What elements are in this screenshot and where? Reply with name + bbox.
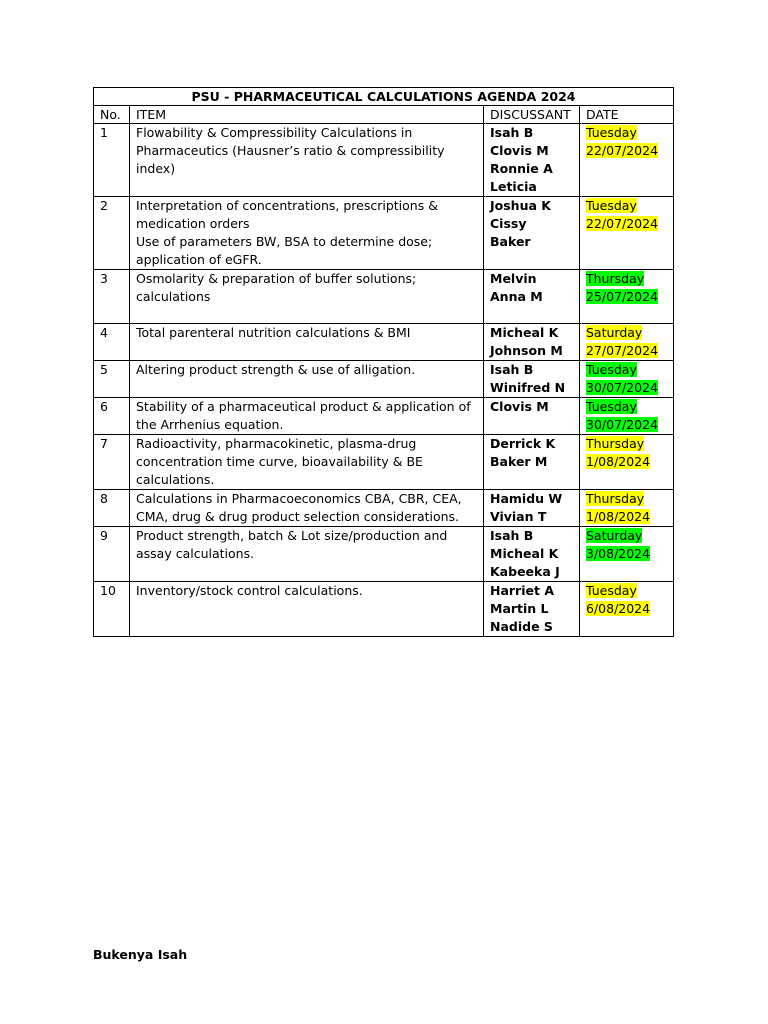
date-value: 1/08/2024 bbox=[586, 509, 651, 524]
discussant-name: Baker M bbox=[490, 454, 548, 469]
table-row bbox=[94, 435, 674, 490]
column-header-discussant: DISCUSSANT bbox=[484, 106, 580, 124]
item-text-line: Total parenteral nutrition calculations & BMI bbox=[136, 325, 411, 340]
discussant-name: Nadide S bbox=[490, 619, 553, 634]
row-number: 7 bbox=[94, 435, 130, 490]
discussant-name: Ronnie A bbox=[490, 161, 553, 176]
date-day: Tuesday bbox=[586, 125, 637, 140]
discussant-name: Anna M bbox=[490, 289, 543, 304]
discussant-name: Baker bbox=[490, 234, 531, 249]
table-row bbox=[94, 582, 674, 637]
item-text-line: medication orders bbox=[136, 216, 250, 231]
item-text-line: Calculations in Pharmacoeconomics CBA, CBR, CEA, bbox=[136, 491, 462, 506]
row-number: 4 bbox=[94, 324, 130, 361]
date-value: 3/08/2024 bbox=[586, 546, 651, 561]
discussant-name: Joshua K bbox=[490, 198, 551, 213]
date-cell bbox=[580, 270, 674, 324]
date-day: Thursday bbox=[586, 436, 645, 451]
item-text-line: Altering product strength & use of alligation. bbox=[136, 362, 416, 377]
row-number: 6 bbox=[94, 398, 130, 435]
discussant-name: Hamidu W bbox=[490, 491, 563, 506]
discussant-name: Vivian T bbox=[490, 509, 547, 524]
item-text-line: Inventory/stock control calculations. bbox=[136, 583, 363, 598]
date-cell bbox=[580, 435, 674, 490]
column-header-date: DATE bbox=[580, 106, 674, 124]
discussant-name: Leticia bbox=[490, 179, 537, 194]
row-number: 3 bbox=[94, 270, 130, 324]
row-number: 1 bbox=[94, 124, 130, 197]
discussant-cell bbox=[484, 361, 580, 398]
row-number: 10 bbox=[94, 582, 130, 637]
date-value: 1/08/2024 bbox=[586, 454, 651, 469]
agenda-table bbox=[93, 87, 674, 637]
table-row bbox=[94, 270, 674, 324]
item-cell bbox=[130, 324, 484, 361]
item-text-line: Pharmaceutics (Hausner’s ratio & compressibility bbox=[136, 143, 445, 158]
item-text-line: index) bbox=[136, 161, 176, 176]
item-text-line: Radioactivity, pharmacokinetic, plasma-drug bbox=[136, 436, 417, 451]
item-text-line: Stability of a pharmaceutical product & application of bbox=[136, 399, 471, 414]
discussant-cell bbox=[484, 398, 580, 435]
date-day: Saturday bbox=[586, 325, 643, 340]
date-value: 22/07/2024 bbox=[586, 216, 659, 231]
item-cell bbox=[130, 361, 484, 398]
item-cell bbox=[130, 527, 484, 582]
date-cell bbox=[580, 582, 674, 637]
table-row bbox=[94, 361, 674, 398]
date-day: Tuesday bbox=[586, 198, 637, 213]
row-number: 9 bbox=[94, 527, 130, 582]
item-cell bbox=[130, 197, 484, 270]
discussant-cell bbox=[484, 324, 580, 361]
item-text-line: concentration time curve, bioavailability & BE bbox=[136, 454, 423, 469]
discussant-name: Derrick K bbox=[490, 436, 556, 451]
table-row bbox=[94, 124, 674, 197]
date-value: 25/07/2024 bbox=[586, 289, 659, 304]
item-text-line: Product strength, batch & Lot size/production and bbox=[136, 528, 448, 543]
discussant-name: Micheal K bbox=[490, 546, 559, 561]
date-value: 6/08/2024 bbox=[586, 601, 651, 616]
discussant-name: Melvin bbox=[490, 271, 537, 286]
table-row bbox=[94, 197, 674, 270]
discussant-cell bbox=[484, 527, 580, 582]
date-cell bbox=[580, 398, 674, 435]
row-number: 8 bbox=[94, 490, 130, 527]
item-text-line: calculations bbox=[136, 289, 211, 304]
date-cell bbox=[580, 527, 674, 582]
discussant-name: Isah B bbox=[490, 125, 534, 140]
column-header-no: No. bbox=[94, 106, 130, 124]
item-cell bbox=[130, 582, 484, 637]
date-value: 30/07/2024 bbox=[586, 417, 659, 432]
item-text-line: CMA, drug & drug product selection considerations. bbox=[136, 509, 460, 524]
discussant-name: Clovis M bbox=[490, 399, 549, 414]
discussant-name: Kabeeka J bbox=[490, 564, 560, 579]
item-cell bbox=[130, 124, 484, 197]
item-text-line: calculations. bbox=[136, 472, 215, 487]
discussant-cell bbox=[484, 124, 580, 197]
agenda-rows bbox=[94, 124, 674, 637]
item-text-line: Osmolarity & preparation of buffer solutions; bbox=[136, 271, 417, 286]
date-cell bbox=[580, 197, 674, 270]
discussant-name: Johnson M bbox=[490, 343, 563, 358]
row-number: 5 bbox=[94, 361, 130, 398]
date-cell bbox=[580, 124, 674, 197]
author-name: Bukenya Isah bbox=[93, 947, 188, 962]
date-day: Thursday bbox=[586, 271, 645, 286]
discussant-name: Winifred N bbox=[490, 380, 566, 395]
item-cell bbox=[130, 398, 484, 435]
table-title: PSU - PHARMACEUTICAL CALCULATIONS AGENDA 2024 bbox=[94, 88, 674, 106]
item-cell bbox=[130, 435, 484, 490]
date-cell bbox=[580, 324, 674, 361]
date-day: Saturday bbox=[586, 528, 643, 543]
discussant-name: Martin L bbox=[490, 601, 549, 616]
column-header-item: ITEM bbox=[130, 106, 484, 124]
date-day: Tuesday bbox=[586, 362, 637, 377]
item-cell bbox=[130, 270, 484, 324]
discussant-name: Isah B bbox=[490, 362, 534, 377]
date-cell bbox=[580, 361, 674, 398]
discussant-cell bbox=[484, 197, 580, 270]
date-day: Tuesday bbox=[586, 583, 637, 598]
row-number: 2 bbox=[94, 197, 130, 270]
item-cell bbox=[130, 490, 484, 527]
item-text-line: Interpretation of concentrations, prescriptions & bbox=[136, 198, 438, 213]
item-text-line: assay calculations. bbox=[136, 546, 255, 561]
date-day: Tuesday bbox=[586, 399, 637, 414]
date-value: 22/07/2024 bbox=[586, 143, 659, 158]
discussant-name: Micheal K bbox=[490, 325, 559, 340]
date-day: Thursday bbox=[586, 491, 645, 506]
discussant-name: Cissy bbox=[490, 216, 527, 231]
discussant-name: Clovis M bbox=[490, 143, 549, 158]
date-value: 27/07/2024 bbox=[586, 343, 659, 358]
discussant-cell bbox=[484, 270, 580, 324]
discussant-cell bbox=[484, 582, 580, 637]
discussant-cell bbox=[484, 435, 580, 490]
discussant-cell bbox=[484, 490, 580, 527]
discussant-name: Harriet A bbox=[490, 583, 554, 598]
item-text-line: the Arrhenius equation. bbox=[136, 417, 284, 432]
table-row bbox=[94, 490, 674, 527]
date-cell bbox=[580, 490, 674, 527]
item-text-line: Use of parameters BW, BSA to determine dose; bbox=[136, 234, 433, 249]
table-row bbox=[94, 324, 674, 361]
item-text-line: application of eGFR. bbox=[136, 252, 262, 267]
date-value: 30/07/2024 bbox=[586, 380, 659, 395]
table-row bbox=[94, 527, 674, 582]
table-row bbox=[94, 398, 674, 435]
item-text-line: Flowability & Compressibility Calculations in bbox=[136, 125, 413, 140]
discussant-name: Isah B bbox=[490, 528, 534, 543]
